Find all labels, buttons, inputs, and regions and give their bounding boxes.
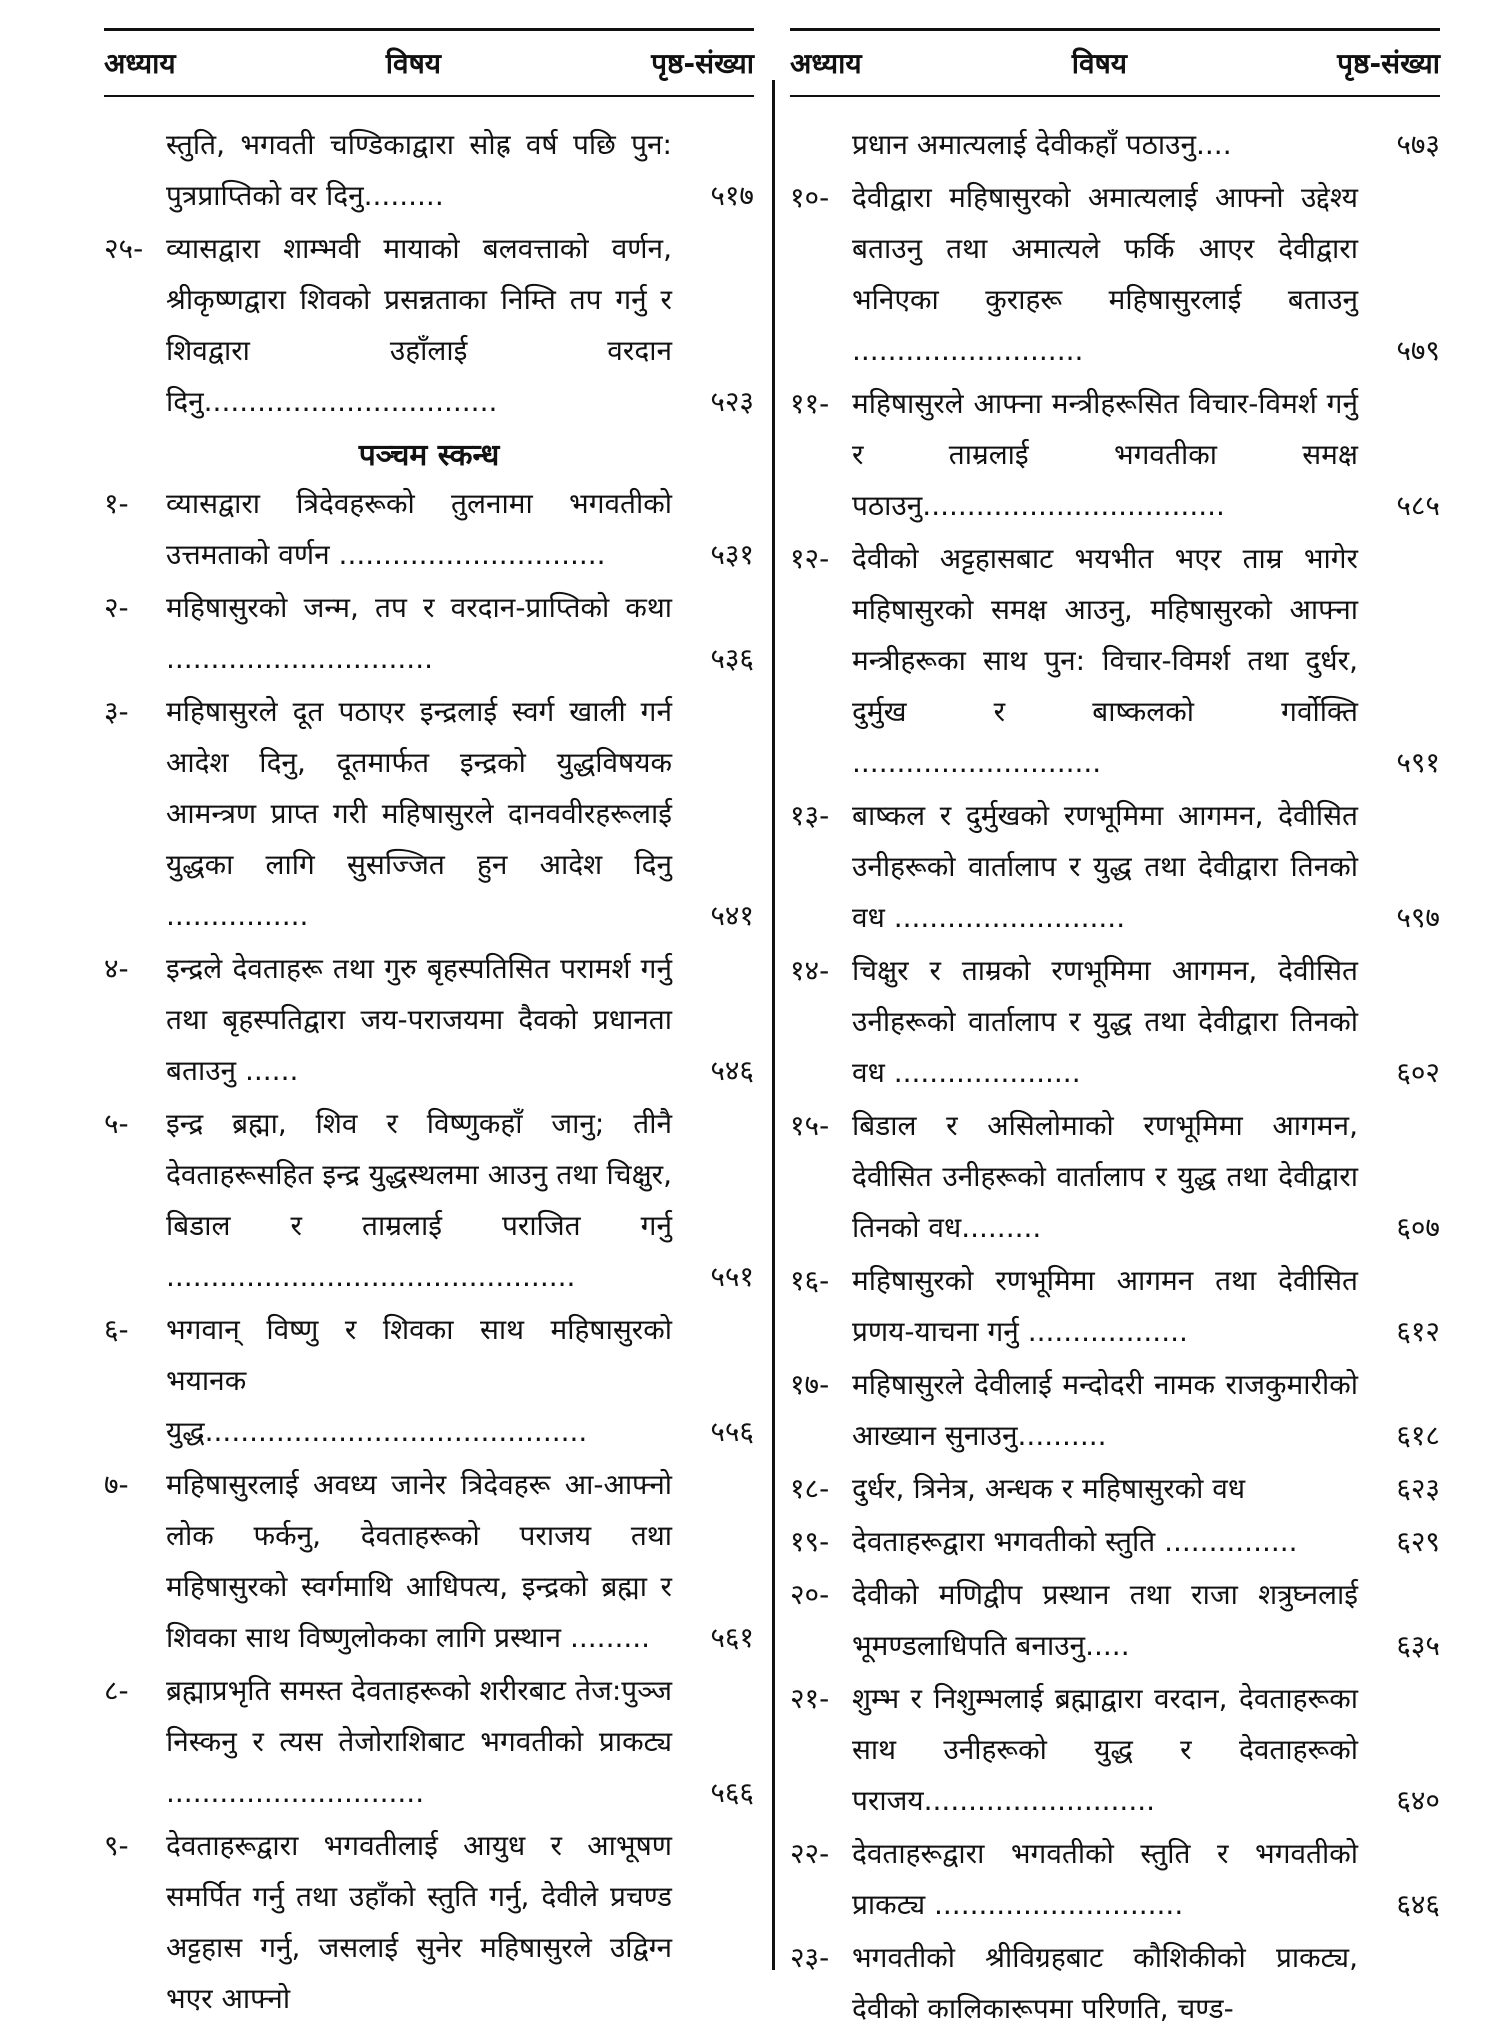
entry-number: १९- (790, 1525, 830, 1558)
toc-entry[interactable] (104, 1459, 754, 1663)
entry-number: ६- (104, 1313, 129, 1346)
entry-page: ६०७ (1396, 1211, 1440, 1244)
entry-text: महिषासुरको रणभूमिमा आगमन तथा देवीसित प्रणय-याचना गर्नु .................. (852, 1264, 1358, 1348)
left-column (104, 28, 754, 2026)
entry-page: ५८५ (1396, 489, 1440, 522)
entry-page: ५४१ (710, 899, 754, 932)
toc-entry[interactable] (104, 582, 754, 684)
entry-number: १३- (790, 799, 830, 832)
entry-text: शुम्भ र निशुम्भलाई ब्रह्माद्वारा वरदान, देवताहरूका साथ उनीहरूको युद्ध र देवताहरूको पराजय.......................... (852, 1682, 1358, 1817)
entry-number: ७- (104, 1468, 129, 1501)
toc-entry[interactable] (790, 172, 1440, 376)
entry-number: १२- (790, 542, 830, 575)
entry-number: १८- (790, 1472, 830, 1505)
toc-entry[interactable] (104, 478, 754, 580)
toc-entry[interactable] (790, 378, 1440, 531)
entry-page: ५२३ (710, 385, 754, 418)
entry-number: १४- (790, 954, 830, 987)
toc-entry[interactable] (104, 1665, 754, 1818)
entry-text: देवीद्वारा महिषासुरको अमात्यलाई आफ्नो उद्देश्य बताउनु तथा अमात्यले फर्कि आएर देवीद्वारा भनिएका कुराहरू महिषासुरलाई बताउनु .......................... (852, 181, 1358, 367)
entry-text: बिडाल र असिलोमाको रणभूमिमा आगमन, देवीसित उनीहरूको वार्तालाप र युद्ध तथा देवीद्वारा तिनको वध......... (852, 1109, 1358, 1244)
header-chapter: अध्याय (790, 47, 862, 80)
entry-text: भगवतीको श्रीविग्रहबाट कौशिकीको प्राकट्य, देवीको कालिकारूपमा परिणति, चण्ड- (852, 1941, 1358, 2025)
entry-number: २१- (790, 1682, 830, 1715)
entry-text: इन्द्र ब्रह्मा, शिव र विष्णुकहाँ जानु; तीनै देवताहरूसहित इन्द्र युद्धस्थलमा आउनु तथा चिक्षुर, बिडाल र ताम्रलाई पराजित गर्नु .............................................. (166, 1107, 672, 1293)
entry-page: ५४६ (710, 1054, 754, 1087)
entry-text: इन्द्रले देवताहरू तथा गुरु बृहस्पतिसित परामर्श गर्नु तथा बृहस्पतिद्वारा जय-पराजयमा दैवको प्रधानता बताउनु ...... (166, 952, 672, 1087)
entry-page: ५९७ (1396, 901, 1440, 934)
entry-text: देवताहरूद्वारा भगवतीको स्तुति र भगवतीको प्राकट्य ............................ (852, 1837, 1358, 1921)
entry-number: १०- (790, 181, 830, 214)
header-chapter: अध्याय (104, 47, 176, 80)
toc-entry[interactable] (790, 1516, 1440, 1567)
entry-text: भगवान् विष्णु र शिवका साथ महिषासुरको भयानक युद्ध........................................... (166, 1313, 672, 1448)
header-bottom-rule (104, 95, 754, 97)
entry-number: २५- (104, 232, 144, 265)
entry-number: २२- (790, 1837, 830, 1870)
entry-text: दुर्धर, त्रिनेत्र, अन्धक र महिषासुरको वध (852, 1472, 1246, 1505)
entry-text: व्यासद्वारा त्रिदेवहरूको तुलनामा भगवतीको उत्तमताको वर्णन .............................. (166, 487, 672, 571)
toc-entry[interactable] (790, 1359, 1440, 1461)
entry-text: व्यासद्वारा शाम्भवी मायाको बलवत्ताको वर्णन, श्रीकृष्णद्वारा शिवको प्रसन्नताका निम्ति तप गर्नु र शिवद्वारा उहाँलाई वरदान दिनु................................. (166, 232, 672, 418)
entry-text: देवताहरूद्वारा भगवतीको स्तुति ............... (852, 1525, 1298, 1558)
entry-text: बाष्कल र दुर्मुखको रणभूमिमा आगमन, देवीसित उनीहरूको वार्तालाप र युद्ध तथा देवीद्वारा तिनको वध .......................... (852, 799, 1358, 934)
toc-entry[interactable] (104, 119, 754, 221)
entry-text: प्रधान अमात्यलाई देवीकहाँ पठाउनु.... (852, 128, 1232, 161)
entry-page: ५५६ (710, 1415, 754, 1448)
entry-text: देवीको मणिद्वीप प्रस्थान तथा राजा शत्रुघ्नलाई भूमण्डलाधिपति बनाउनु..... (852, 1578, 1358, 1662)
toc-entry[interactable] (104, 686, 754, 941)
toc-entry[interactable] (790, 1569, 1440, 1671)
entry-number: ५- (104, 1107, 129, 1140)
entry-text: महिषासुरले दूत पठाएर इन्द्रलाई स्वर्ग खाली गर्न आदेश दिनु, दूतमार्फत इन्द्रको युद्धविषयक आमन्त्रण प्राप्त गरी महिषासुरले दानववीरहरूलाई युद्धका लागि सुसज्जित हुन आदेश दिनु ................ (166, 695, 672, 932)
entry-page: ६४० (1396, 1784, 1440, 1817)
toc-entry[interactable] (104, 1098, 754, 1302)
entry-page: ६३५ (1396, 1629, 1440, 1662)
entry-text: चिक्षुर र ताम्रको रणभूमिमा आगमन, देवीसित उनीहरूको वार्तालाप र युद्ध तथा देवीद्वारा तिनको वध ..................... (852, 954, 1358, 1089)
entry-page: ५६६ (710, 1776, 754, 1809)
header-pages: पृष्ठ-संख्या (651, 47, 754, 80)
toc-entry[interactable] (790, 1673, 1440, 1826)
section-title: पञ्चम स्कन्ध (358, 438, 500, 473)
right-header (790, 31, 1440, 95)
toc-entry[interactable] (790, 119, 1440, 170)
entry-text: महिषासुरले देवीलाई मन्दोदरी नामक राजकुमारीको आख्यान सुनाउनु.......... (852, 1368, 1358, 1452)
entry-page: ६१२ (1396, 1315, 1440, 1348)
toc-entry[interactable] (790, 1932, 1440, 2034)
left-header (104, 31, 754, 95)
toc-entry[interactable] (104, 223, 754, 427)
toc-entry[interactable] (790, 1463, 1440, 1514)
toc-entry[interactable] (104, 1820, 754, 2024)
header-pages: पृष्ठ-संख्या (1337, 47, 1440, 80)
entry-number: २३- (790, 1941, 830, 1974)
entry-text: महिषासुरको जन्म, तप र वरदान-प्राप्तिको कथा .............................. (166, 591, 672, 675)
entry-text: ब्रह्माप्रभृति समस्त देवताहरूको शरीरबाट तेज:पुञ्ज निस्कनु र त्यस तेजोराशिबाट भगवतीको प्राकट्य ............................. (166, 1674, 672, 1809)
entry-page: ५१७ (710, 179, 754, 212)
right-column (790, 28, 1440, 2036)
toc-entry[interactable] (790, 790, 1440, 943)
entry-text: स्तुति, भगवती चण्डिकाद्वारा सोह्र वर्ष पछि पुन: पुत्रप्राप्तिको वर दिनु......... (166, 128, 672, 212)
entry-number: २०- (790, 1578, 830, 1611)
entry-page: ६२३ (1396, 1472, 1440, 1505)
toc-entry[interactable] (104, 1304, 754, 1457)
toc-entry[interactable] (790, 945, 1440, 1098)
entry-text: महिषासुरले आफ्ना मन्त्रीहरूसित विचार-विमर्श गर्नु र ताम्रलाई भगवतीका समक्ष पठाउनु.................................. (852, 387, 1358, 522)
entry-number: ४- (104, 952, 129, 985)
entry-number: १७- (790, 1368, 830, 1401)
entry-page: ५५१ (710, 1260, 754, 1293)
toc-entry[interactable] (104, 943, 754, 1096)
entry-text: महिषासुरलाई अवध्य जानेर त्रिदेवहरू आ-आफ्नो लोक फर्कनु, देवताहरूको पराजय तथा महिषासुरको स्वर्गमाथि आधिपत्य, इन्द्रको ब्रह्मा र शिवका साथ विष्णुलोकका लागि प्रस्थान ......... (166, 1468, 672, 1654)
header-subject: विषय (385, 47, 442, 80)
entry-page: ६२९ (1396, 1525, 1440, 1558)
entry-number: १६- (790, 1264, 830, 1297)
entry-page: ५३६ (710, 642, 754, 675)
toc-entry[interactable] (790, 533, 1440, 788)
entry-number: १- (104, 487, 129, 520)
entry-page: ६०२ (1396, 1056, 1440, 1089)
entry-number: ३- (104, 695, 129, 728)
entry-page: ५३१ (710, 538, 754, 571)
entry-number: ८- (104, 1674, 129, 1707)
entry-page: ६१८ (1396, 1419, 1440, 1452)
header-subject: विषय (1071, 47, 1128, 80)
entry-text: देवताहरूद्वारा भगवतीलाई आयुध र आभूषण समर्पित गर्नु तथा उहाँको स्तुति गर्नु, देवीले प्रचण्ड अट्टहास गर्नु, जसलाई सुनेर महिषासुरले उद्विग्न भएर आफ्नो (166, 1829, 672, 2015)
entry-number: २- (104, 591, 129, 624)
toc-entry[interactable] (790, 1255, 1440, 1357)
entry-page: ५७३ (1396, 128, 1440, 161)
entry-number: ११- (790, 387, 830, 420)
toc-entry[interactable] (790, 1828, 1440, 1930)
entry-page: ५७९ (1396, 334, 1440, 367)
entry-text: देवीको अट्टहासबाट भयभीत भएर ताम्र भागेर महिषासुरको समक्ष आउनु, महिषासुरको आफ्ना मन्त्रीहरूका साथ पुन: विचार-विमर्श तथा दुर्धर, दुर्मुख र बाष्कलको गर्वोक्ति ............................ (852, 542, 1358, 779)
header-bottom-rule (790, 95, 1440, 97)
entry-page: ५९१ (1396, 746, 1440, 779)
entry-number: १५- (790, 1109, 830, 1142)
entry-number: ९- (104, 1829, 129, 1862)
column-divider (772, 80, 775, 1970)
entry-page: ६४६ (1396, 1888, 1440, 1921)
toc-entry[interactable] (790, 1100, 1440, 1253)
entry-page: ५६१ (710, 1621, 754, 1654)
